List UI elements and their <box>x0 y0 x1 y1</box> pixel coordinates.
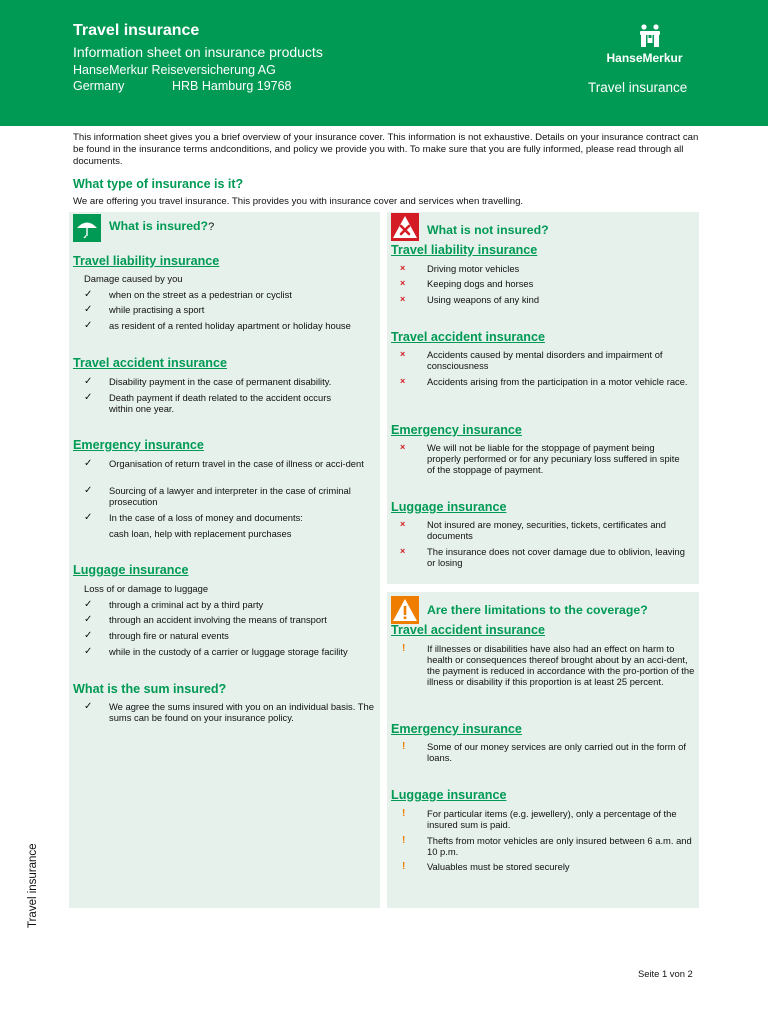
item-text: through an accident involving the means of transport <box>109 614 327 625</box>
warning-cross-icon <box>391 213 419 241</box>
check-icon: ✓ <box>84 376 93 387</box>
not-insured-liability-item <box>400 278 690 290</box>
item-text: Death payment if death related to the accident occurs within one year. <box>109 392 332 414</box>
insured-luggage-item <box>84 599 374 611</box>
not-insured-heading: What is not insured? <box>427 223 549 237</box>
item-text: If illnesses or disabilities have also had an effect on harm to health or consequences thereof brought about by an acci-dent, the payment is reduced in accordance with the pro-portion of the illness or disability if this proportion is at least 25 percent. <box>427 643 695 687</box>
sum-insured-item <box>84 701 374 725</box>
not-insured-luggage-heading: Luggage insurance <box>391 500 507 514</box>
item-text: Some of our money services are only carried out in the form of loans. <box>427 741 686 763</box>
item-text: We agree the sums insured with you on an individual basis. The sums can be found on your insurance policy. <box>109 701 374 723</box>
limitations-emergency-item <box>400 741 695 765</box>
company-registry: HRB Hamburg 19768 <box>172 79 292 93</box>
check-icon: ✓ <box>84 485 93 496</box>
intro-text: This information sheet gives you a brief overview of your insurance cover. This information is not exhaustive. Details on your insurance contract can be found in the insurance terms andconditions, and policy we provide you with. To make sure that you are fully informed, please read through all documents. <box>73 132 699 167</box>
insured-luggage-lead: Loss of or damage to luggage <box>84 583 209 594</box>
insured-liability-item <box>84 304 374 316</box>
item-text: For particular items (e.g. jewellery), only a percentage of the insured sum is paid. <box>427 808 677 830</box>
limitations-luggage-item <box>400 835 695 859</box>
check-icon: ✓ <box>84 289 93 300</box>
cross-icon: × <box>400 263 406 273</box>
insurance-type-description: We are offering you travel insurance. This provides you with insurance cover and services when travelling. <box>73 196 524 207</box>
limitations-emergency-heading: Emergency insurance <box>391 722 522 736</box>
check-icon: ✓ <box>84 701 93 712</box>
cross-icon: × <box>400 546 406 556</box>
page-number: Seite 1 von 2 <box>638 968 693 979</box>
not-insured-liability-heading: Travel liability insurance <box>391 243 538 257</box>
insured-accident-item <box>84 376 364 388</box>
exclamation-icon: ! <box>402 808 406 819</box>
item-text: through a criminal act by a third party <box>109 599 264 610</box>
limitations-accident-heading: Travel accident insurance <box>391 623 545 637</box>
not-insured-liability-item <box>400 294 690 306</box>
insured-emergency-heading: Emergency insurance <box>73 438 204 452</box>
insured-liability-item <box>84 320 374 332</box>
exclamation-icon: ! <box>402 861 406 872</box>
cross-icon: × <box>400 376 406 386</box>
side-product-label: Travel insurance <box>27 843 39 928</box>
insurance-type-heading: What type of insurance is it? <box>73 177 244 191</box>
insured-liability-item <box>84 289 374 301</box>
check-icon: ✓ <box>84 614 93 625</box>
company-country: Germany <box>73 79 125 93</box>
insured-luggage-item <box>84 630 374 642</box>
cross-icon: × <box>400 519 406 529</box>
not-insured-liability-item <box>400 263 690 275</box>
exclamation-icon: ! <box>402 835 406 846</box>
item-text: The insurance does not cover damage due to oblivion, leaving or losing <box>427 546 685 568</box>
check-icon: ✓ <box>84 512 93 523</box>
cross-icon: × <box>400 349 406 359</box>
item-text: Valuables must be stored securely <box>427 861 570 872</box>
item-text: Thefts from motor vehicles are only insured between 6 a.m. and 10 p.m. <box>427 835 692 857</box>
hansemerkur-logo-text: HanseMerkur <box>606 51 683 65</box>
item-text: Organisation of return travel in the case of illness or acci-dent <box>109 458 364 469</box>
insured-accident-heading: Travel accident insurance <box>73 356 227 370</box>
item-text: We will not be liable for the stoppage of payment being properly performed or for any pecuniary loss suffered in spite of the stoppage of payment. <box>427 442 680 475</box>
item-text: through fire or natural events <box>109 630 229 641</box>
document-subtitle: Information sheet on insurance products <box>73 44 323 60</box>
check-icon: ✓ <box>84 646 93 657</box>
check-icon: ✓ <box>84 630 93 641</box>
not-insured-emergency-item <box>400 442 692 478</box>
item-text: when on the street as a pedestrian or cyclist <box>109 289 292 300</box>
insured-emergency-item <box>84 485 369 509</box>
check-icon: ✓ <box>84 599 93 610</box>
hansemerkur-logo-icon <box>638 23 662 49</box>
item-text: Using weapons of any kind <box>427 294 540 305</box>
item-text: Accidents caused by mental disorders and impairment of consciousness <box>427 349 663 371</box>
not-insured-accident-item <box>400 376 692 400</box>
cross-icon: × <box>400 442 406 452</box>
insured-heading-text: What is insured? <box>109 219 209 233</box>
item-text: Driving motor vehicles <box>427 263 520 274</box>
check-icon: ✓ <box>84 320 93 331</box>
insured-panel <box>69 212 380 908</box>
exclamation-icon: ! <box>402 741 406 752</box>
cross-icon: × <box>400 278 406 288</box>
insured-heading <box>109 219 214 233</box>
exclamation-icon: ! <box>402 643 406 654</box>
item-text: Disability payment in the case of permanent disability. <box>109 376 332 387</box>
item-text: Accidents arising from the participation in a motor vehicle race. <box>427 376 688 387</box>
insured-liability-heading: Travel liability insurance <box>73 254 220 268</box>
header-band <box>0 0 768 126</box>
item-text: In the case of a loss of money and documents: <box>109 512 303 523</box>
check-icon: ✓ <box>84 304 93 315</box>
company-name: HanseMerkur Reiseversicherung AG <box>73 63 276 77</box>
document-title: Travel insurance <box>73 22 200 39</box>
item-text: Not insured are money, securities, tickets, certificates and documents <box>427 519 666 541</box>
item-text: while in the custody of a carrier or luggage storage facility <box>109 646 348 657</box>
sum-insured-heading: What is the sum insured? <box>73 682 227 696</box>
limitations-heading: Are there limitations to the coverage? <box>427 603 648 617</box>
item-text: while practising a sport <box>109 304 205 315</box>
insured-emergency-continuation: cash loan, help with replacement purchases <box>109 528 292 539</box>
insured-liability-lead: Damage caused by you <box>84 273 183 284</box>
not-insured-luggage-item <box>400 519 692 543</box>
item-text: Keeping dogs and horses <box>427 278 534 289</box>
check-icon: ✓ <box>84 458 93 469</box>
not-insured-accident-heading: Travel accident insurance <box>391 330 545 344</box>
item-text: as resident of a rented holiday apartment or holiday house <box>109 320 351 331</box>
insured-accident-item <box>84 392 364 416</box>
item-text: Sourcing of a lawyer and interpreter in the case of criminal prosecution <box>109 485 351 507</box>
header-product-label: Travel insurance <box>588 80 688 95</box>
insured-heading-suffix: ? <box>208 221 215 233</box>
limitations-luggage-item <box>400 808 695 832</box>
insured-emergency-item <box>84 512 369 524</box>
limitations-luggage-item <box>400 861 695 873</box>
not-insured-emergency-heading: Emergency insurance <box>391 423 522 437</box>
limitations-accident-item <box>400 643 695 699</box>
cross-icon: × <box>400 294 406 304</box>
insured-luggage-item <box>84 646 374 658</box>
check-icon: ✓ <box>84 392 93 403</box>
not-insured-accident-item <box>400 349 692 373</box>
limitations-luggage-heading: Luggage insurance <box>391 788 507 802</box>
insured-emergency-item <box>84 458 369 482</box>
warning-exclamation-icon <box>391 596 419 624</box>
insured-luggage-item <box>84 614 374 626</box>
insured-luggage-heading: Luggage insurance <box>73 563 189 577</box>
umbrella-icon <box>73 214 101 242</box>
not-insured-luggage-item <box>400 546 692 570</box>
